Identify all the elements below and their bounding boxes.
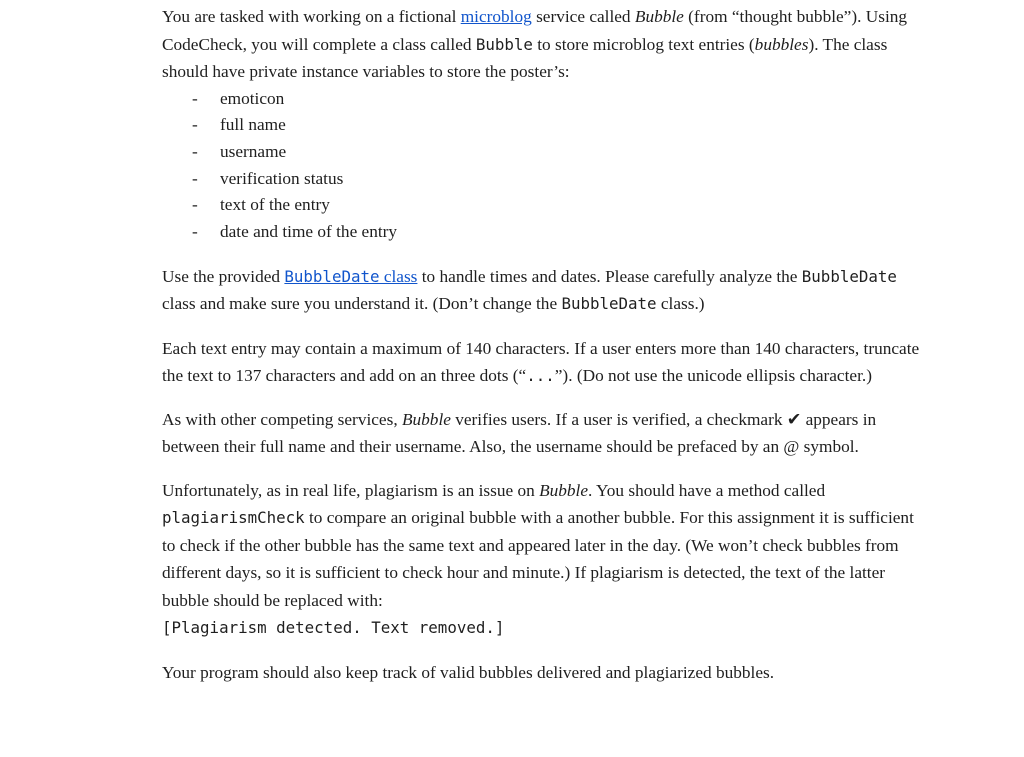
bullet-dash: - bbox=[192, 168, 198, 188]
plagiarism-text-1: Unfortunately, as in real life, plagiarism is an issue on bbox=[162, 480, 540, 500]
list-item-text: text of the entry bbox=[220, 195, 330, 215]
bubble-emphasis: Bubble bbox=[401, 409, 451, 429]
intro-paragraph bbox=[162, 3, 922, 86]
bubbledate-link-code: BubbleDate bbox=[284, 266, 380, 286]
plagiarism-check-code: plagiarismCheck bbox=[162, 508, 305, 528]
list-item bbox=[162, 192, 922, 219]
bubbledate-code-2: BubbleDate bbox=[561, 294, 657, 314]
bubble-emphasis: Bubble bbox=[634, 7, 684, 26]
verify-text-2: verifies users. If a user is verified, a checkmark ✔ appears in between their full name and their username. Also, the username should be prefaced by an @ symbol. bbox=[162, 409, 877, 457]
intro-text-5: ). The class should have private instance variables to store the poster’s: bbox=[162, 34, 888, 81]
bubbledate-text-3: class and make sure you understand it. (Don’t change the bbox=[162, 294, 562, 314]
microblog-link[interactable]: microblog bbox=[460, 7, 532, 26]
list-item bbox=[162, 86, 922, 113]
bullet-dash: - bbox=[192, 115, 198, 135]
bubble-class-code: Bubble bbox=[475, 34, 533, 54]
list-item bbox=[162, 139, 922, 166]
bullet-dash: - bbox=[192, 222, 198, 242]
list-item-text: username bbox=[220, 141, 287, 161]
bubble-emphasis: Bubble bbox=[539, 480, 589, 500]
plagiarism-text-3: to compare an original bubble with a another bubble. For this assignment it is sufficient to check if the other bubble has the same text and appeared later in the day. (We won’t check bubbles from different days, so it is sufficient to check hour and minute.) If plagiarism is detected, the text of the latter bubble should be replaced with: bbox=[162, 508, 914, 610]
three-dots-code: ... bbox=[526, 366, 555, 386]
limit-text-2: ”). (Do not use the unicode ellipsis character.) bbox=[554, 366, 872, 386]
bubbledate-text-1: Use the provided bbox=[162, 266, 285, 286]
bubbledate-link-text: class bbox=[379, 266, 418, 286]
intro-text-2: service called bbox=[531, 7, 635, 26]
bubbledate-class-link[interactable] bbox=[284, 267, 417, 286]
plagiarism-text-2: . You should have a method called bbox=[588, 480, 826, 500]
bubbledate-paragraph bbox=[162, 263, 922, 318]
instance-variable-list bbox=[162, 86, 922, 246]
verify-text-1: As with other competing services, bbox=[162, 409, 402, 429]
document-body bbox=[162, 0, 922, 687]
list-item bbox=[162, 219, 922, 246]
character-limit-paragraph bbox=[162, 335, 922, 390]
verification-paragraph bbox=[162, 406, 922, 461]
list-item-text: emoticon bbox=[220, 88, 285, 108]
tracking-paragraph: Your program should also keep track of valid bubbles delivered and plagiarized bubbles. bbox=[162, 663, 775, 683]
bubbledate-text-4: class.) bbox=[656, 294, 705, 314]
bullet-dash: - bbox=[192, 141, 198, 161]
plagiarism-message-code: [Plagiarism detected. Text removed.] bbox=[162, 618, 505, 638]
bubbledate-text-2: to handle times and dates. Please carefully analyze the bbox=[417, 266, 802, 286]
intro-text-3: (from “thought bubble”). Using CodeCheck, you will complete a class called bbox=[162, 7, 908, 54]
list-item bbox=[162, 112, 922, 139]
list-item-text: date and time of the entry bbox=[220, 222, 398, 242]
limit-text-1: Each text entry may contain a maximum of 140 characters. If a user enters more than 140 characters, truncate the text to 137 characters and add on an three dots (“ bbox=[162, 338, 920, 386]
bullet-dash: - bbox=[192, 195, 198, 215]
list-item bbox=[162, 166, 922, 193]
bubbledate-code-1: BubbleDate bbox=[801, 266, 897, 286]
list-item-text: verification status bbox=[220, 168, 344, 188]
intro-text-1: You are tasked with working on a fictional bbox=[162, 7, 461, 26]
bubbles-emphasis: bubbles bbox=[754, 34, 809, 54]
bullet-dash: - bbox=[192, 88, 198, 108]
list-item-text: full name bbox=[220, 115, 286, 135]
plagiarism-paragraph bbox=[162, 477, 922, 615]
intro-text-4: to store microblog text entries ( bbox=[532, 34, 755, 54]
